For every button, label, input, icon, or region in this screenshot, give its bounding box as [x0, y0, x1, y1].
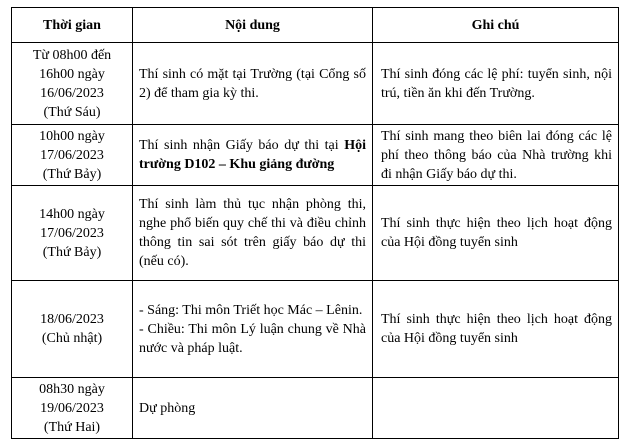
note-cell [373, 43, 619, 125]
note-text: Thí sinh đóng các lệ phí: tuyển sinh, nội trú, tiền ăn khi đến Trường. [381, 66, 612, 101]
time-line: (Thứ Bảy) [42, 166, 102, 182]
time-cell [12, 281, 133, 378]
content-cell [133, 281, 373, 378]
content-cell [133, 43, 373, 125]
note-cell [373, 125, 619, 186]
table-row [12, 378, 619, 439]
time-line: 19/06/2023 [40, 400, 104, 416]
exam-schedule-table [11, 7, 619, 439]
note-cell [373, 378, 619, 439]
content-cell [133, 125, 373, 186]
time-line: (Chủ nhật) [41, 331, 103, 346]
time-line: 14h00 ngày [39, 206, 105, 222]
time-line: (Thứ Hai) [43, 419, 101, 435]
content-cell [133, 378, 373, 439]
note-text: Thí sinh thực hiện theo lịch hoạt động của Hội đồng tuyển sinh [381, 216, 612, 250]
time-line: Từ 08h00 đến [32, 47, 112, 63]
header-content: Nội dung [133, 8, 373, 43]
time-line: 17/06/2023 [40, 225, 104, 241]
time-line: 17/06/2023 [40, 147, 104, 163]
table-row [12, 125, 619, 186]
note-text: Thí sinh thực hiện theo lịch hoạt động của Hội đồng tuyển sinh [381, 312, 612, 346]
content-text: Thí sinh làm thủ tục nhận phòng thi, nghe phổ biến quy chế thi và điều chỉnh thông tin sai sót trên giấy báo dự thi (nếu có). [139, 197, 366, 269]
table-row [12, 186, 619, 281]
time-cell [12, 125, 133, 186]
table-row [12, 281, 619, 378]
content-cell [133, 186, 373, 281]
time-line: 16h00 ngày [39, 66, 105, 82]
content-text: Dự phòng [139, 400, 196, 416]
time-cell [12, 43, 133, 125]
time-line: 08h30 ngày [39, 381, 105, 397]
header-note: Ghi chú [373, 8, 619, 43]
header-time: Thời gian [12, 8, 133, 43]
note-cell [373, 186, 619, 281]
time-line: (Thứ Bảy) [42, 244, 102, 260]
content-location: Hội trường D102 – Khu giảng đường [139, 138, 367, 172]
note-text: Thí sinh mang theo biên lai đóng các lệ phí theo thông báo của Nhà trường khi đi nhận Giấy báo dự thi. [381, 128, 612, 182]
time-line: 16/06/2023 [40, 85, 104, 101]
time-cell [12, 186, 133, 281]
table-row [12, 43, 619, 125]
time-line: 10h00 ngày [39, 128, 105, 144]
time-cell [12, 378, 133, 439]
table-header-row [12, 8, 619, 43]
time-line: 18/06/2023 [40, 312, 104, 327]
content-text: Thí sinh có mặt tại Trường (tại Cổng số 2) để tham gia kỳ thi. [139, 66, 366, 101]
time-line: (Thứ Sáu) [43, 104, 101, 120]
content-afternoon: - Chiều: Thi môn Lý luận chung về Nhà nước và pháp luật. [139, 321, 366, 356]
content-morning: - Sáng: Thi môn Triết học Mác – Lênin. [139, 302, 363, 318]
note-cell [373, 281, 619, 378]
content-text: Thí sinh nhận Giấy báo dự thi tại [139, 138, 339, 153]
